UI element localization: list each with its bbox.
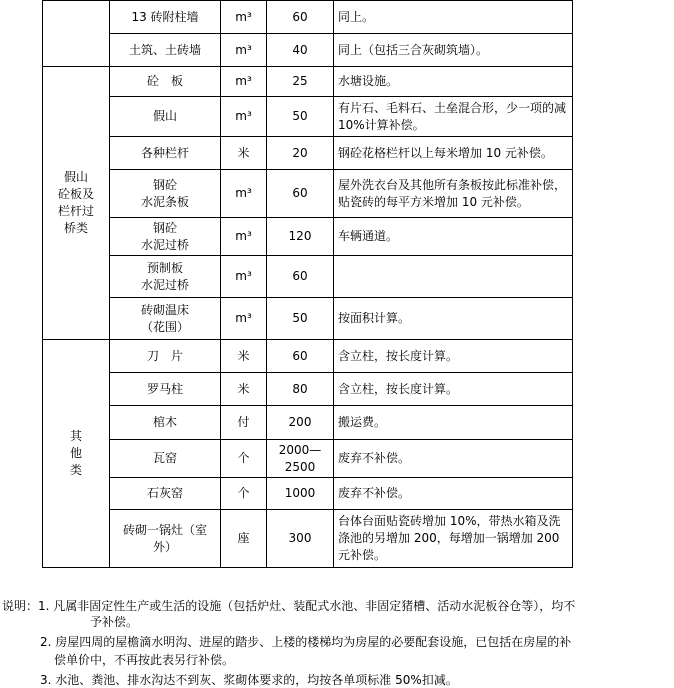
note-cell: 废弃不补偿。	[334, 478, 573, 510]
item-cell: 石灰窑	[110, 478, 221, 510]
price-cell: 20	[267, 137, 334, 170]
unit-cell: m³	[221, 67, 267, 97]
unit-cell: m³	[221, 298, 267, 340]
table-row	[43, 256, 573, 298]
price-cell: 60	[267, 340, 334, 373]
price-cell: 60	[267, 1, 334, 34]
price-cell: 40	[267, 34, 334, 67]
unit-cell: 米	[221, 340, 267, 373]
note-line-1-cont: 予补偿。	[90, 615, 139, 629]
item-cell: 罗马柱	[110, 373, 221, 406]
item-cell: 钢砼 水泥条板	[110, 170, 221, 218]
unit-cell: m³	[221, 97, 267, 137]
note-cell: 台体台面贴瓷砖增加 10%，带热水箱及洗涤池的另增加 200，每增加一锅增加 200 元补偿。	[334, 510, 573, 568]
unit-cell: 米	[221, 373, 267, 406]
item-cell: 瓦窑	[110, 440, 221, 478]
item-cell: 假山	[110, 97, 221, 137]
unit-cell: m³	[221, 170, 267, 218]
table-row	[43, 298, 573, 340]
unit-cell: 个	[221, 478, 267, 510]
note-cell: 同上。	[334, 1, 573, 34]
note-cell: 搬运费。	[334, 406, 573, 440]
note-line-3: 3. 水池、粪池、排水沟达不到灰、浆砌体要求的，均按各单项标准 50%扣减。	[40, 673, 458, 687]
note-cell: 含立柱，按长度计算。	[334, 340, 573, 373]
table-row	[43, 440, 573, 478]
table-row	[43, 373, 573, 406]
compensation-table	[42, 0, 573, 568]
unit-cell: 座	[221, 510, 267, 568]
note-cell: 废弃不补偿。	[334, 440, 573, 478]
note-cell: 含立柱，按长度计算。	[334, 373, 573, 406]
price-cell: 50	[267, 298, 334, 340]
note-line-1: 说明：1. 凡属非固定性生产或生活的设施（包括炉灶、装配式水池、非固定猪槽、活动水泥板谷仓等），均不	[2, 599, 576, 613]
price-cell: 1000	[267, 478, 334, 510]
note-cell: 同上（包括三合灰砌筑墙）。	[334, 34, 573, 67]
price-cell: 60	[267, 256, 334, 298]
unit-cell: 米	[221, 137, 267, 170]
note-cell: 按面积计算。	[334, 298, 573, 340]
table-row	[43, 67, 573, 97]
category-cell: 其 他 类	[43, 340, 110, 568]
note-cell: 有片石、毛料石、土垒混合形，少一项的减 10%计算补偿。	[334, 97, 573, 137]
unit-cell: 付	[221, 406, 267, 440]
table-row	[43, 137, 573, 170]
table-row	[43, 34, 573, 67]
note-cell	[334, 256, 573, 298]
item-cell: 13 砖附柱墙	[110, 1, 221, 34]
unit-cell: m³	[221, 256, 267, 298]
unit-cell: m³	[221, 34, 267, 67]
unit-cell: m³	[221, 218, 267, 256]
price-cell: 120	[267, 218, 334, 256]
note-cell: 屋外洗衣台及其他所有条板按此标准补偿，贴瓷砖的每平方米增加 10 元补偿。	[334, 170, 573, 218]
price-cell: 80	[267, 373, 334, 406]
table-row	[43, 510, 573, 568]
item-cell: 预制板 水泥过桥	[110, 256, 221, 298]
item-cell: 钢砼 水泥过桥	[110, 218, 221, 256]
item-cell: 棺木	[110, 406, 221, 440]
price-cell: 60	[267, 170, 334, 218]
table-row	[43, 1, 573, 34]
price-cell: 25	[267, 67, 334, 97]
price-cell: 300	[267, 510, 334, 568]
note-cell: 水塘设施。	[334, 67, 573, 97]
table-row	[43, 218, 573, 256]
category-cell: 假山 砼板及 栏杆过 桥类	[43, 67, 110, 340]
item-cell: 砖砌一锅灶（室 外）	[110, 510, 221, 568]
item-cell: 砖砌温床 （花围）	[110, 298, 221, 340]
item-cell: 土筑、土砖墙	[110, 34, 221, 67]
item-cell: 刀 片	[110, 340, 221, 373]
category-cell	[43, 1, 110, 67]
table-row	[43, 340, 573, 373]
note-line-2: 2. 房屋四周的屋檐滴水明沟、进屋的踏步、上楼的楼梯均为房屋的必要配套设施，已包括在房屋的补	[40, 635, 572, 649]
table-row	[43, 170, 573, 218]
price-cell: 2000— 2500	[267, 440, 334, 478]
unit-cell: m³	[221, 1, 267, 34]
unit-cell: 个	[221, 440, 267, 478]
table-row	[43, 478, 573, 510]
price-cell: 200	[267, 406, 334, 440]
table-row	[43, 406, 573, 440]
table-row	[43, 97, 573, 137]
note-cell: 钢砼花格栏杆以上每米增加 10 元补偿。	[334, 137, 573, 170]
price-cell: 50	[267, 97, 334, 137]
item-cell: 各种栏杆	[110, 137, 221, 170]
note-line-2-cont: 偿单价中，不再按此表另行补偿。	[54, 653, 235, 667]
note-cell: 车辆通道。	[334, 218, 573, 256]
item-cell: 砼 板	[110, 67, 221, 97]
